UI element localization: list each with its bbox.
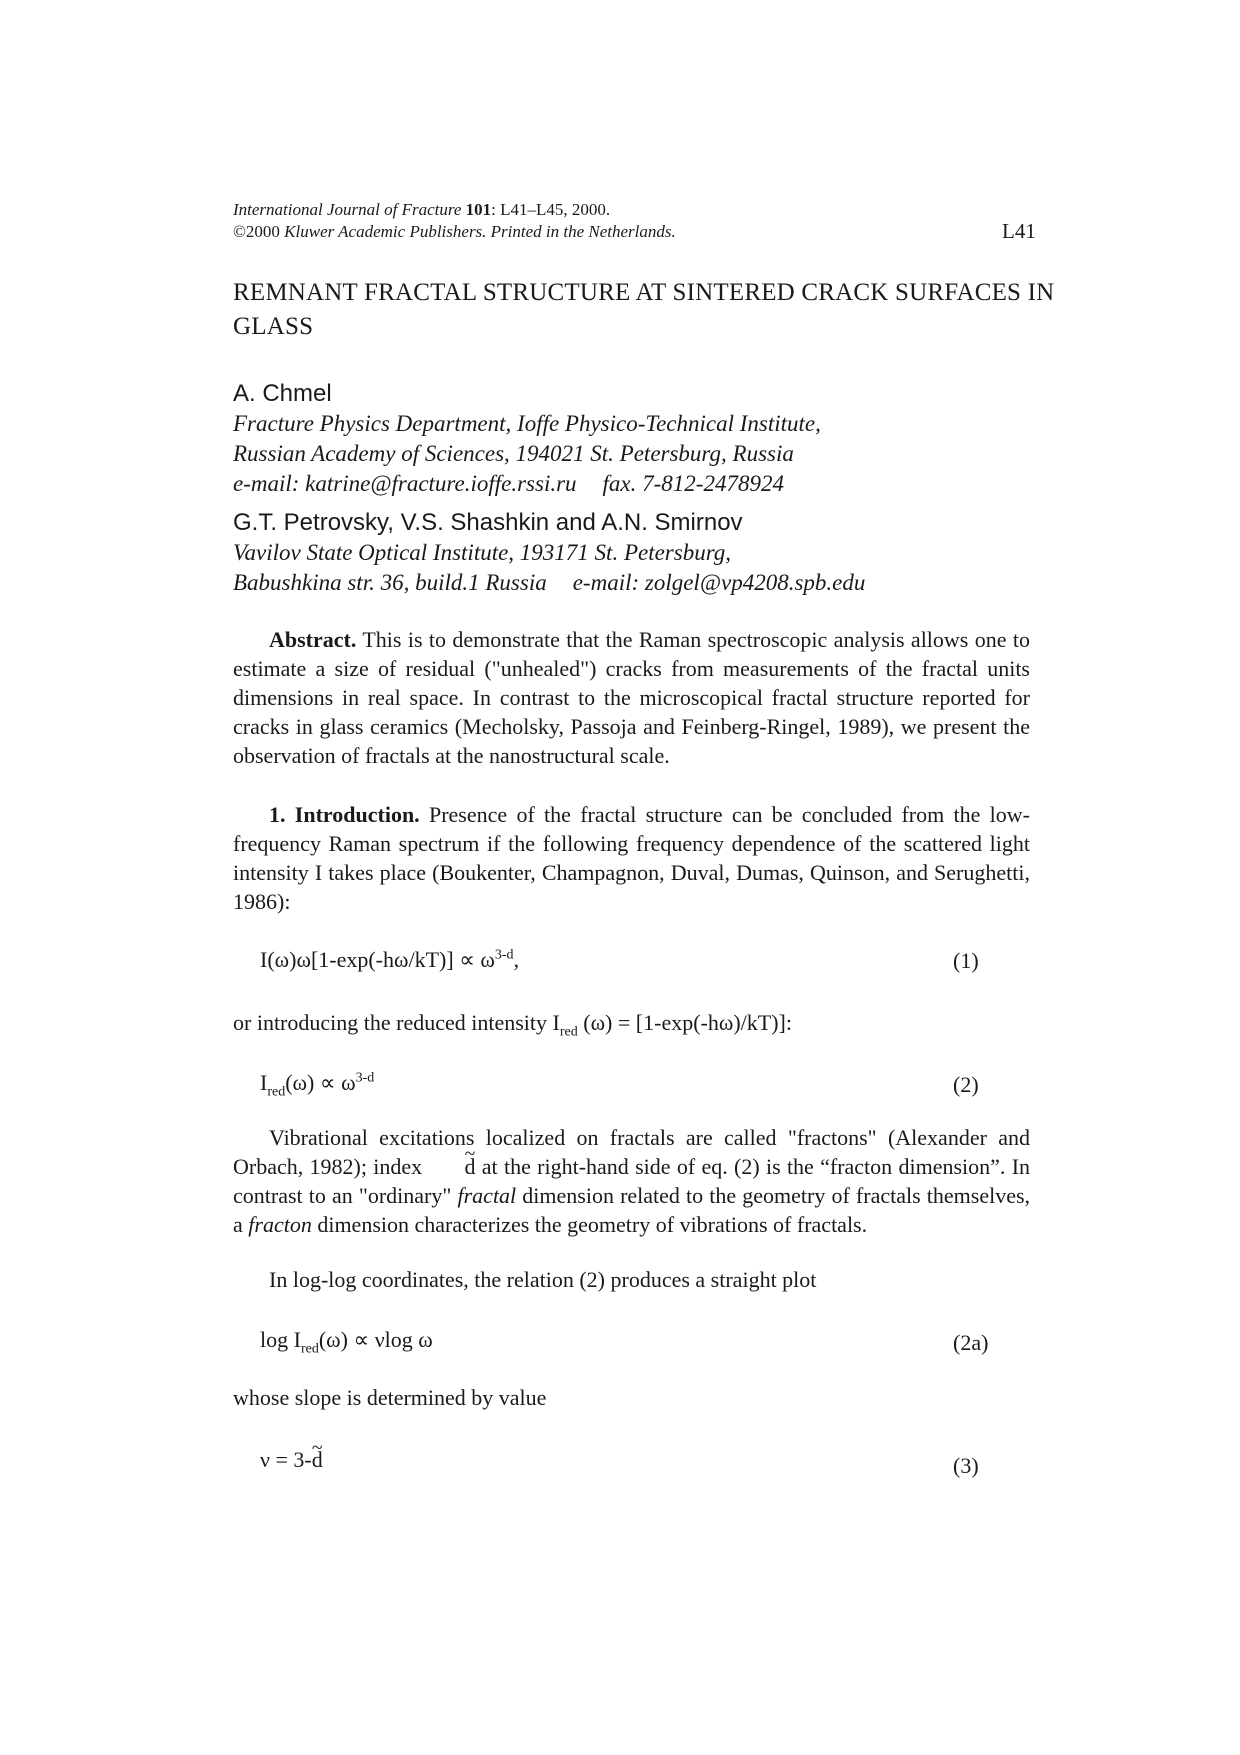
author-block-1 [233, 379, 1093, 499]
equation-1: $I(\omega)\omega[1-\exp(-h\omega/kT)] \propto \omega^{3-d}$, [260, 947, 520, 972]
d-tilde-symbol: ~ d [312, 1445, 323, 1475]
equation-number: (1) [953, 948, 979, 973]
author-name: G.T. Petrovsky, V.S. Shashkin and A.N. Smirnov [233, 509, 743, 536]
email-text: e-mail: katrine@fracture.ioffe.rssi.ru [233, 471, 577, 496]
email-text: e-mail: zolgel@vp4208.spb.edu [572, 570, 866, 595]
equation-number: (2a) [953, 1330, 989, 1355]
contact-line: Babushkina str. 36, build.1 Russia e-mail: zolgel@vp4208.spb.edu [233, 570, 866, 595]
author-block-2 [233, 508, 1093, 598]
abstract-paragraph [233, 625, 1030, 770]
fax-text: fax. 7-812-2478924 [602, 471, 784, 496]
contact-line [233, 469, 1093, 499]
body-text: In log-log coordinates, the relation (2) produces a straight plot [269, 1267, 817, 1292]
body-text: whose slope is determined by value [233, 1385, 547, 1410]
d-tilde-symbol: ~ d [428, 1152, 475, 1181]
equation-number: (3) [953, 1453, 979, 1478]
abstract-label: Abstract. [269, 627, 357, 652]
journal-citation [233, 199, 1053, 243]
affiliation-line: Russian Academy of Sciences, 194021 St. Petersburg, Russia [233, 441, 794, 466]
paper-title: REMNANT FRACTAL STRUCTURE AT SINTERED CRACK SURFACES IN GLASS [233, 279, 1055, 340]
affiliation-line: Vavilov State Optical Institute, 193171 St. Petersburg, [233, 540, 732, 565]
journal-line-1: International Journal of Fracture 101: L41–L45, 2000. [233, 200, 611, 219]
affiliation-line: Fracture Physics Department, Ioffe Physico-Technical Institute, [233, 411, 821, 436]
equation-2: $I_{red}(\omega) \propto \omega^{3-d}$ [260, 1070, 375, 1100]
section-heading: 1. Introduction. [269, 802, 420, 827]
equation-number: (2) [953, 1072, 979, 1097]
author-name: A. Chmel [233, 380, 332, 407]
page-number: L41 [1002, 219, 1036, 243]
introduction-paragraph [233, 800, 1030, 916]
fractons-paragraph: Vibrational excitations localized on fractals are called "fractons" (Alexander and Orbach, 1982); index ~ d at the right-hand side of eq. (2) is the “fracton dimension”. In contrast to an "ordinary" fractal dimension related to the geometry of fractals themselves, a fracton dimension characterizes the geometry of vibrations of fractals. [233, 1123, 1030, 1239]
introduction-text: Presence of the fractal structure can be concluded from the low-frequency Raman spectrum if the following frequency dependence of the scattered light intensity I takes place (Boukenter, Champagnon, Duval, Dumas, Quinson, and Serughetti, 1986): [233, 802, 1031, 914]
body-text: or introducing the reduced intensity $I_{red}$ (ω) = [1-exp(-hω)/kT)]: [233, 1010, 792, 1040]
equation-3: ν = 3-~ d [260, 1445, 323, 1475]
abstract-text: This is to demonstrate that the Raman spectroscopic analysis allows one to estimate a size of residual ("unhealed") cracks from measurements of the fractal units dimensions in real space. In contrast to the microscopical fractal structure reported for cracks in glass ceramics (Mecholsky, Passoja and Feinberg-Ringel, 1989), we present the observation of fractals at the nanostructural scale. [233, 627, 1030, 768]
journal-line-2: ©2000 Kluwer Academic Publishers. Printed in the Netherlands. [233, 222, 676, 241]
equation-2a: $\log I_{red}(\omega) \propto \nu\log$ ω [260, 1327, 433, 1357]
